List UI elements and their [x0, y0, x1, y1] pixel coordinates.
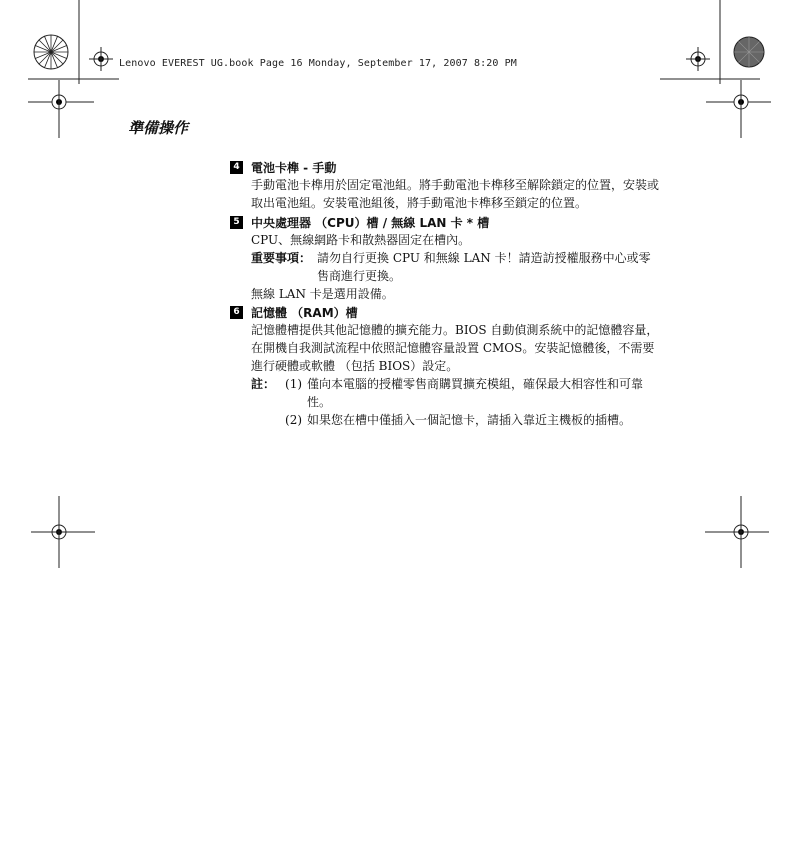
section-title: 準備操作: [128, 119, 189, 137]
item-heading: [230, 158, 670, 176]
item-cpu-slot: [230, 213, 670, 303]
notes-list: [285, 375, 661, 429]
important-note: [251, 249, 661, 285]
item-title: 電池卡榫 - 手動: [251, 160, 337, 175]
item-number-badge: 4: [230, 161, 243, 174]
item-title: 記憶體 （RAM）槽: [251, 305, 358, 320]
item-heading: [230, 213, 670, 231]
item-number-badge: 6: [230, 306, 243, 319]
print-slug: Lenovo EVEREST UG.book Page 16 Monday, September 17, 2007 8:20 PM: [119, 58, 517, 69]
item-memory-slot: [230, 303, 670, 429]
color-starburst-icon: [34, 35, 68, 69]
registration-mark-icon: [52, 80, 66, 138]
item-heading: [230, 303, 670, 321]
registration-mark-icon: [686, 47, 710, 71]
item-description: 手動電池卡榫用於固定電池組。將手動電池卡榫移至解除鎖定的位置，安裝或取出電池組。安裝電池組後，將手動電池卡榫移至鎖定的位置。: [251, 178, 660, 210]
note-index: (1): [285, 377, 303, 391]
note-index: (2): [285, 413, 303, 427]
notes-label: 註：: [251, 377, 276, 391]
important-label: 重要事項：: [251, 251, 312, 265]
gray-target-icon: [734, 37, 764, 67]
note-text: 如果您在槽中僅插入一個記憶卡，請插入靠近主機板的插槽。: [307, 413, 632, 427]
list-item: [285, 375, 661, 411]
list-item: [285, 411, 661, 429]
item-title: 中央處理器 （CPU）槽 / 無線 LAN 卡 * 槽: [251, 215, 490, 230]
important-text: 請勿自行更換 CPU 和無線 LAN 卡！請造訪授權服務中心或零售商進行更換。: [317, 251, 651, 283]
registration-mark-icon: [705, 496, 769, 568]
item-description: CPU、無線網路卡和散熱器固定在槽內。: [251, 233, 471, 247]
registration-mark-icon: [31, 496, 95, 568]
item-battery-latch: [230, 158, 670, 212]
registration-mark-icon: [89, 47, 113, 71]
item-number-badge: 5: [230, 216, 243, 229]
notes-block: [251, 375, 661, 429]
item-footnote: 無線 LAN 卡是選用設備。: [251, 287, 394, 301]
item-description: 記憶體槽提供其他記憶體的擴充能力。BIOS 自動偵測系統中的記憶體容量，在開機自我測試流程中依照記憶體容量設置 CMOS。安裝記憶體後，不需要進行硬體或軟體 （包括 BIOS）設定。: [251, 323, 659, 373]
registration-mark-icon: [734, 80, 748, 138]
note-text: 僅向本電腦的授權零售商購買擴充模組，確保最大相容性和可靠性。: [307, 377, 644, 409]
